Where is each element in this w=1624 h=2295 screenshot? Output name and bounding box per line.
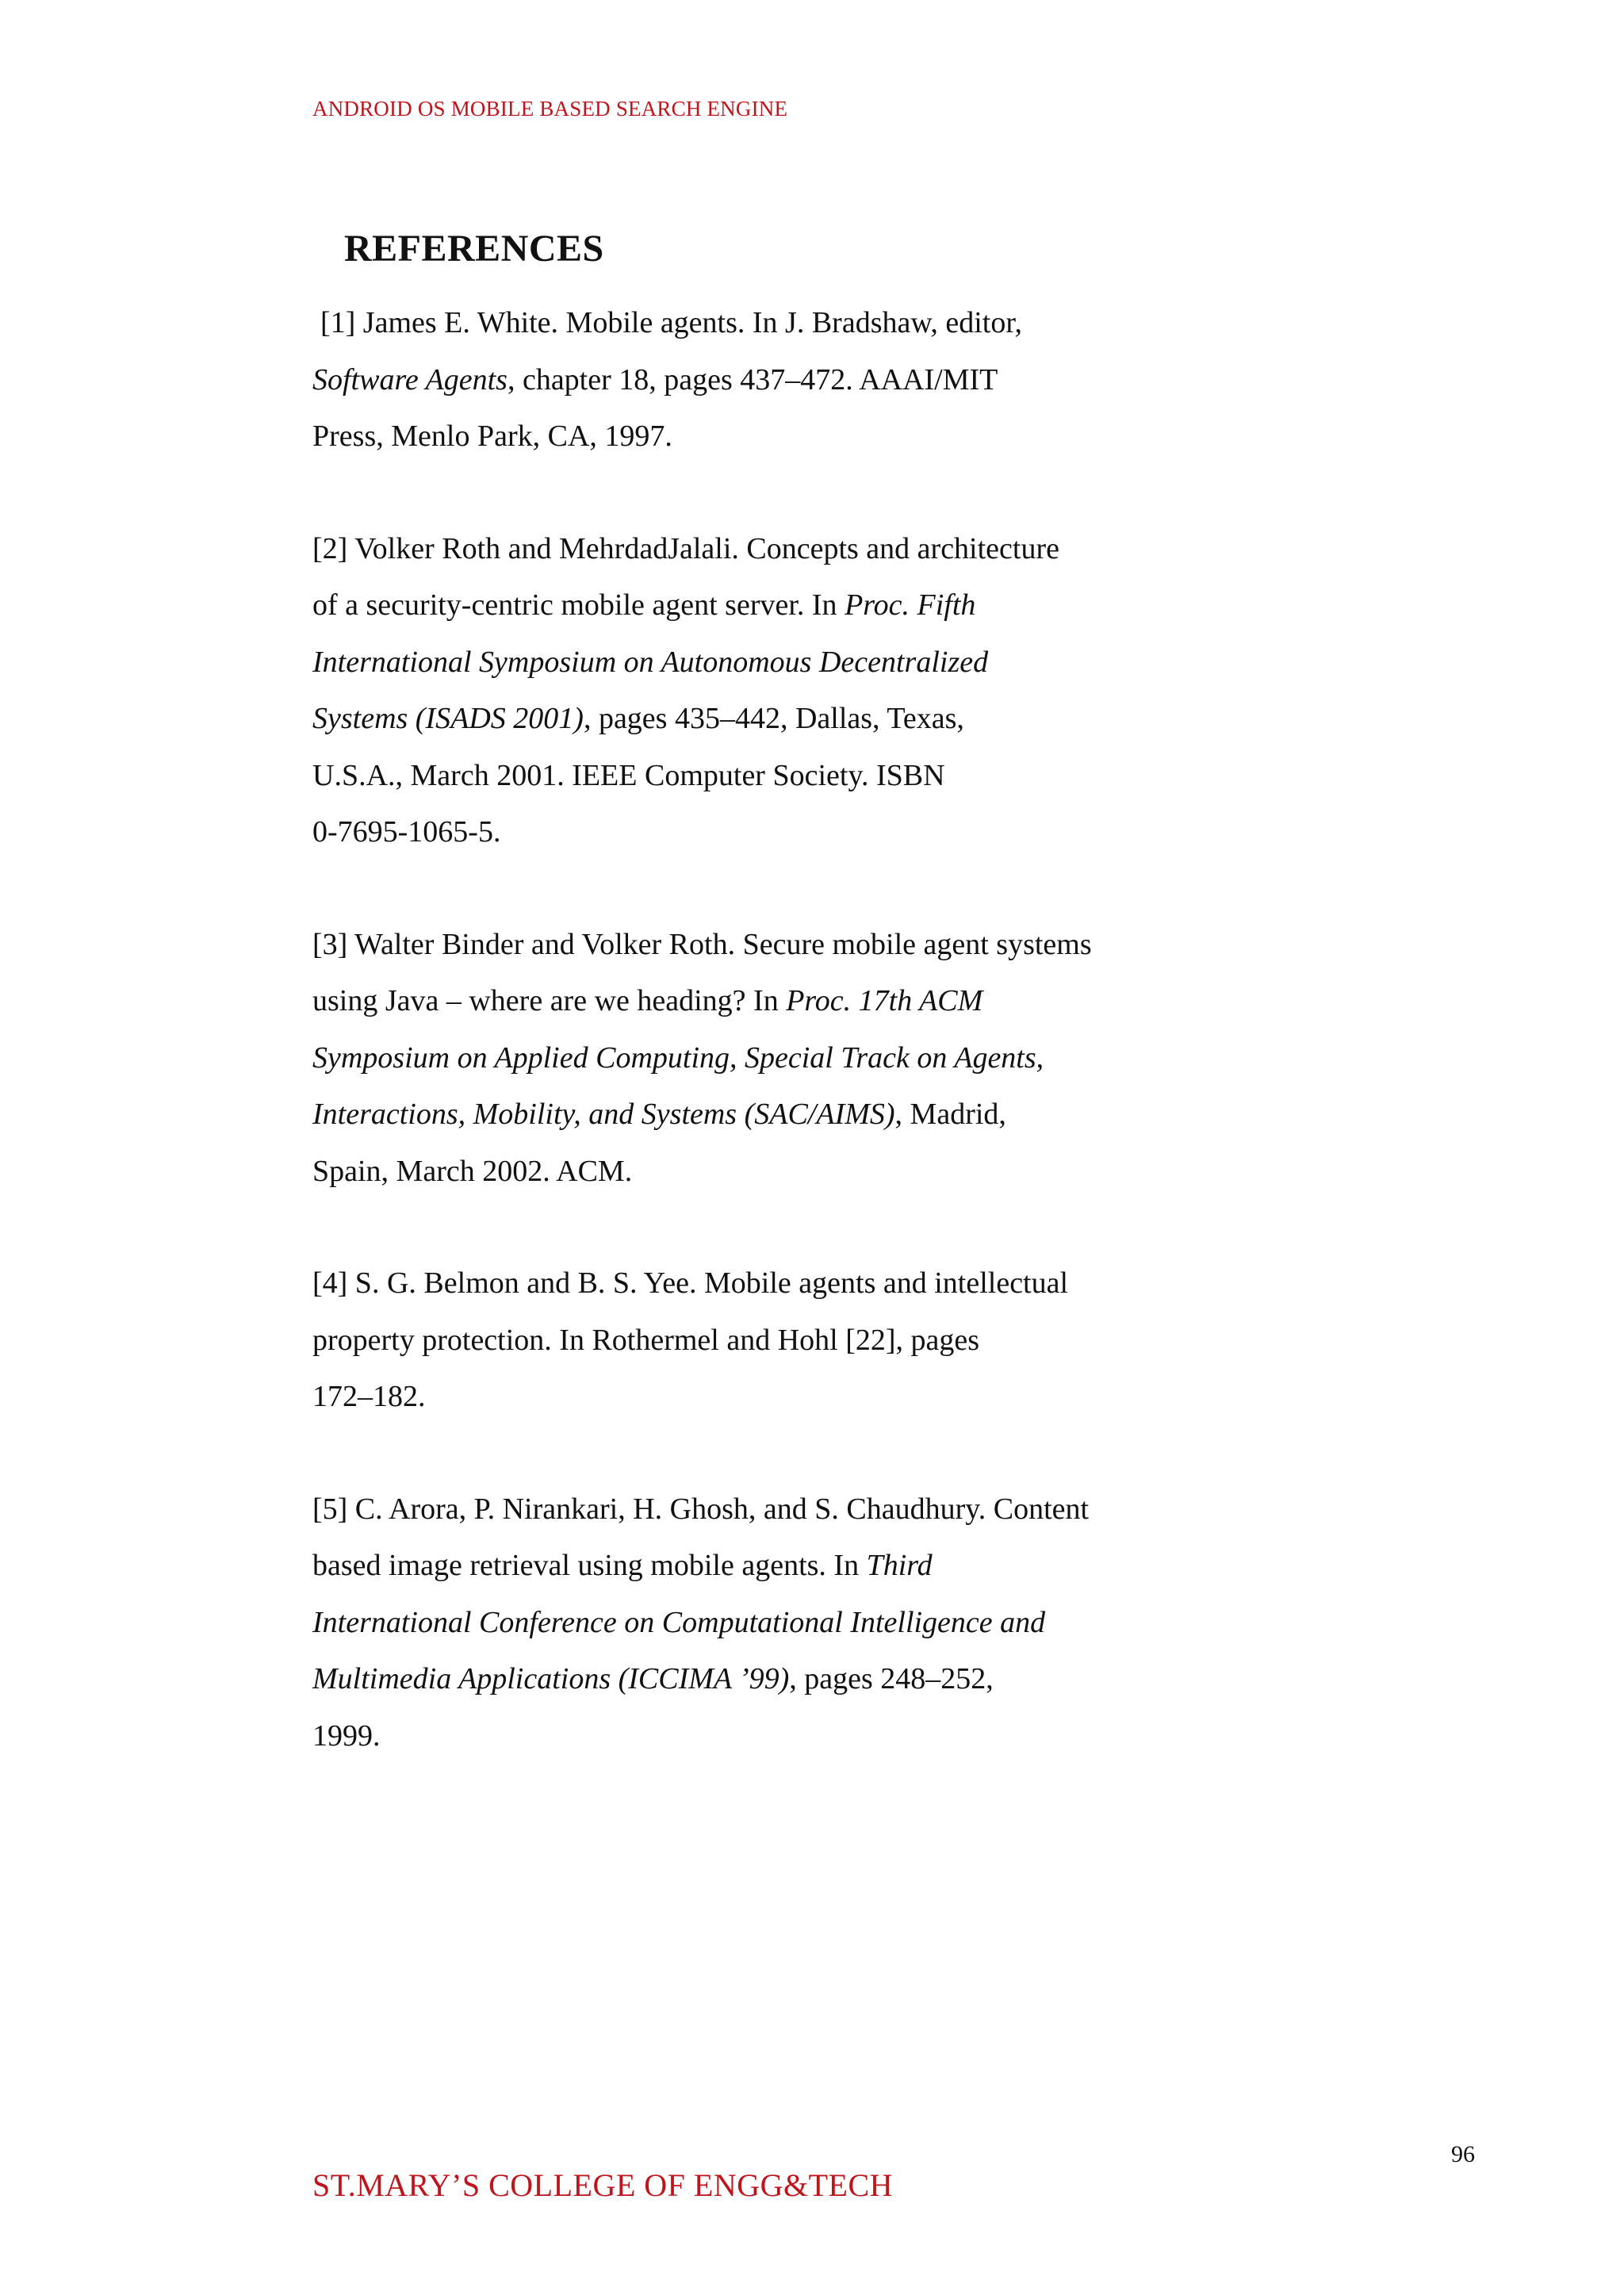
text-segment: , Madrid, — [894, 1098, 1006, 1131]
reference-line — [312, 973, 1264, 1030]
text-segment: [1] James E. White. Mobile agents. In J. Bradshaw, editor, — [320, 306, 1022, 339]
reference-line — [312, 1369, 1264, 1426]
italic-segment: Third — [866, 1549, 933, 1582]
text-segment: [3] Walter Binder and Volker Roth. Secure mobile agent systems — [312, 927, 1092, 961]
reference-line — [312, 748, 1264, 805]
reference-line — [312, 1651, 1264, 1708]
text-segment: property protection. In Rothermel and Hohl [22], pages — [312, 1323, 980, 1357]
italic-segment: Systems (ISADS 2001) — [312, 702, 584, 735]
reference-entry — [312, 521, 1264, 861]
italic-segment: Interactions, Mobility, and Systems (SAC/AIMS) — [312, 1098, 895, 1131]
text-segment: U.S.A., March 2001. IEEE Computer Society. ISBN — [312, 758, 945, 792]
reference-line — [312, 1030, 1264, 1087]
reference-entry — [312, 917, 1264, 1201]
reference-line — [312, 634, 1264, 692]
italic-segment: Proc. Fifth — [845, 588, 976, 622]
reference-line — [312, 1538, 1264, 1595]
text-segment: , chapter 18, pages 437–472. AAAI/MIT — [507, 362, 998, 397]
reference-line — [312, 1595, 1264, 1652]
reference-line — [312, 1255, 1264, 1312]
reference-line — [312, 1708, 1264, 1765]
reference-line — [312, 295, 1264, 352]
reference-entry — [312, 1255, 1264, 1426]
reference-line — [312, 577, 1264, 634]
reference-line — [312, 521, 1264, 578]
text-segment: , pages 248–252, — [789, 1662, 994, 1695]
reference-line — [312, 352, 1264, 409]
text-segment: [2] Volker Roth and MehrdadJalali. Concepts and architecture — [312, 531, 1059, 565]
italic-segment: Multimedia Applications (ICCIMA ’99) — [312, 1662, 790, 1695]
italic-segment: Symposium on Applied Computing, Special Track on Agents, — [312, 1040, 1044, 1075]
page-number: 96 — [1451, 2141, 1475, 2167]
running-header: ANDROID OS MOBILE BASED SEARCH ENGINE — [312, 97, 788, 121]
running-footer: ST.MARY’S COLLEGE OF ENGG&TECH — [312, 2167, 894, 2203]
reference-line — [312, 917, 1264, 974]
reference-entry — [312, 295, 1264, 466]
text-segment: 172–182. — [312, 1380, 426, 1413]
italic-segment: Software Agents — [312, 362, 508, 397]
text-segment: , pages 435–442, Dallas, Texas, — [583, 702, 964, 735]
italic-segment: International Conference on Computational Intelligence and — [312, 1605, 1046, 1639]
text-segment: 0-7695-1065-5. — [312, 815, 501, 849]
reference-entry — [312, 1481, 1264, 1765]
reference-line — [312, 1086, 1264, 1144]
text-segment: Spain, March 2002. ACM. — [312, 1154, 633, 1188]
references-heading: REFERENCES — [344, 228, 604, 270]
italic-segment: International Symposium on Autonomous Decentralized — [312, 645, 989, 679]
text-segment: based image retrieval using mobile agents. In — [312, 1549, 867, 1582]
references-list — [312, 295, 1264, 1820]
text-segment: Press, Menlo Park, CA, 1997. — [312, 420, 672, 453]
text-segment: using Java – where are we heading? In — [312, 984, 787, 1017]
reference-line — [312, 804, 1264, 861]
reference-line — [312, 1144, 1264, 1201]
reference-line — [312, 1481, 1264, 1538]
text-segment: [5] C. Arora, P. Nirankari, H. Ghosh, and S. Chaudhury. Content — [312, 1492, 1090, 1526]
text-segment: 1999. — [312, 1718, 381, 1753]
reference-line — [312, 1312, 1264, 1370]
italic-segment: Proc. 17th ACM — [786, 984, 983, 1017]
text-segment: of a security-centric mobile agent server. In — [312, 588, 845, 622]
text-segment: [4] S. G. Belmon and B. S. Yee. Mobile agents and intellectual — [312, 1266, 1069, 1300]
reference-line — [312, 408, 1264, 466]
reference-line — [312, 691, 1264, 748]
